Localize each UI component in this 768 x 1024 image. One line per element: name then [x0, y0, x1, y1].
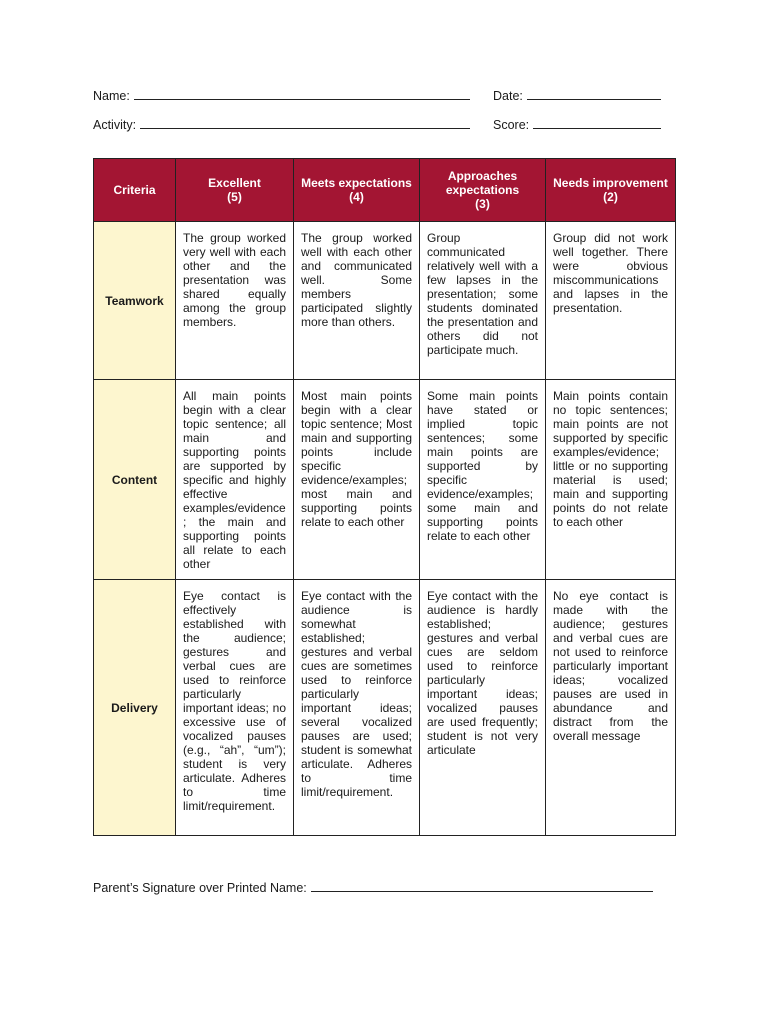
header-points: (4): [349, 190, 364, 204]
header-title: Meets expectations: [301, 176, 412, 190]
header-row: [94, 159, 676, 222]
score-field-row: [493, 116, 661, 132]
signature-label: Parent’s Signature over Printed Name:: [93, 881, 307, 895]
name-line[interactable]: [134, 87, 470, 100]
rubric-cell: Eye contact with the audience is somewhat established; gestures and verbal cues are sometimes used to reinforce particularly important ideas; several vocalized pauses are used; student is somewhat articulate. Adheres to time limit/requirement.: [294, 580, 420, 836]
header-excellent: [176, 159, 294, 222]
activity-label: Activity:: [93, 118, 137, 132]
date-field-row: [493, 87, 661, 103]
rubric-cell: Most main points begin with a clear topic sentence; Most main and supporting points include specific evidence/examples; most main and supporting points relate to each other: [294, 380, 420, 580]
header-title: Approaches expectations: [445, 169, 520, 197]
rubric-cell: Eye contact with the audience is hardly established; gestures and verbal cues are seldom used to reinforce particularly important ideas; vocalized pauses are used frequently; student is not very articulate: [420, 580, 546, 836]
score-label: Score:: [493, 118, 530, 132]
date-label: Date:: [493, 89, 523, 103]
signature-line[interactable]: [311, 879, 653, 892]
rubric-cell: The group worked well with each other and communicated well. Some members participated slightly more than others.: [294, 222, 420, 380]
rubric-cell: No eye contact is made with the audience; gestures and verbal cues are not used to reinforce particularly important ideas; vocalized pauses are used in abundance and distract from the overall message: [546, 580, 676, 836]
header-title: Needs improvement: [553, 176, 668, 190]
rubric-cell: Some main points have stated or implied topic sentences; some main points are supported by specific evidence/examples; some main and supporting points relate to each other: [420, 380, 546, 580]
rubric-cell: Eye contact is effectively established with the audience; gestures and verbal cues are used to reinforce particularly important ideas; no excessive use of vocalized pauses (e.g., “ah”, “um”); student is very articulate. Adheres to time limit/requirement.: [176, 580, 294, 836]
rubric-cell: The group worked very well with each other and the presentation was shared equally among the group members.: [176, 222, 294, 380]
date-line[interactable]: [527, 87, 661, 100]
header-title: Criteria: [113, 183, 156, 197]
signature-row: [93, 879, 653, 895]
header-approaches-expectations: [420, 159, 546, 222]
rubric-cell: Main points contain no topic sentences; main points are not supported by specific examples/evidence; little or no supporting material is used; main and supporting points do not relate to each other: [546, 380, 676, 580]
header-needs-improvement: [546, 159, 676, 222]
header-meets-expectations: [294, 159, 420, 222]
criteria-label: Teamwork: [94, 222, 176, 380]
header-criteria: [94, 159, 176, 222]
activity-line[interactable]: [140, 116, 470, 129]
criteria-label: Content: [94, 380, 176, 580]
name-label: Name:: [93, 89, 130, 103]
table-row-content: [94, 380, 676, 580]
criteria-label: Delivery: [94, 580, 176, 836]
rubric-table: [93, 158, 676, 836]
table-row-delivery: [94, 580, 676, 836]
header-points: (2): [603, 190, 618, 204]
table-row-teamwork: [94, 222, 676, 380]
rubric-cell: Group did not work well together. There were obvious miscommunications and lapses in the presentation.: [546, 222, 676, 380]
header-points: (3): [475, 197, 490, 211]
rubric-cell: All main points begin with a clear topic sentence; all main and supporting points are supported by specific and highly effective examples/evidence; the main and supporting points all relate to each other: [176, 380, 294, 580]
score-line[interactable]: [533, 116, 661, 129]
header-points: (5): [227, 190, 242, 204]
name-field-row: [93, 87, 470, 103]
activity-field-row: [93, 116, 470, 132]
header-title: Excellent: [208, 176, 261, 190]
rubric-cell: Group communicated relatively well with a few lapses in the presentation; some students dominated the presentation and others did not participate much.: [420, 222, 546, 380]
